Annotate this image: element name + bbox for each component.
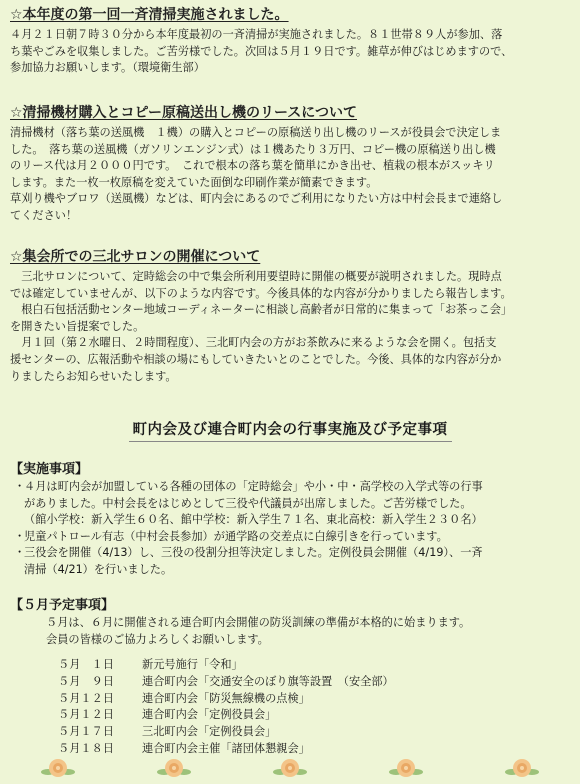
text-line: 根白石包括活動センター地域コーディネーターに相談し高齢者が日常的に集まって「お茶っこ会」 — [10, 303, 513, 317]
text-line: 清掃（4/21）を行いました。 — [24, 562, 173, 576]
events-heading-text: 町内会及び連合町内会の行事実施及び予定事項 — [129, 422, 452, 442]
event-text: 新元号施行「令和」 — [142, 658, 243, 671]
section-title: ☆本年度の第一回一斉清掃実施されました。 — [10, 7, 289, 23]
text-line: ち葉やごみを収集しました。ご苦労様でした。次回は５月１９日です。雑草が伸びはじめますので、 — [10, 44, 513, 58]
table-row — [58, 707, 394, 724]
rose-icon — [157, 757, 191, 779]
bullet: ・ — [14, 529, 26, 543]
table-row — [58, 691, 394, 708]
bullet: ・ — [14, 546, 26, 560]
event-text: 三北町内会「定例役員会」 — [142, 725, 277, 739]
text-line: 援センターの、広報活動や相談の場にもしていきたいとのことでした。今後、具体的な内容が分か — [10, 352, 502, 366]
rose-icon — [389, 757, 423, 779]
event-table — [58, 657, 394, 758]
list-item — [10, 545, 572, 578]
text-line: 会員の皆様のご協力よろしくお願いします。 — [46, 632, 269, 646]
table-row — [58, 724, 394, 741]
completed-heading: 【実施事項】 — [10, 462, 89, 477]
text-line: ５月は、６月に開催される連合町内会開催の防災訓練の準備が本格的に始まります。 — [46, 616, 471, 629]
event-date: ５月１２日 — [58, 708, 114, 722]
completed-items — [10, 458, 572, 579]
text-line: のリース代は月２０００円です。 これで根本の落ち葉を簡単にかき出せ、植栽の根本がスッキリ — [10, 159, 495, 173]
paragraph — [10, 27, 572, 77]
event-date: ５月 １日 — [58, 658, 114, 671]
rose-icon — [273, 757, 307, 779]
events-heading — [0, 418, 580, 439]
text-line: 草刈り機やブロワ（送風機）などは、町内会にあるのでご利用になりたい方は中村会長まで連絡し — [10, 192, 503, 206]
text-line: （館小学校：新入学生６０名、館中学校：新入学生７１名、東北高校：新入学生２３０名） — [24, 513, 483, 527]
rose-border — [0, 752, 580, 784]
text-line: します。また一枚一枚原稿を変えていた面倒な印刷作業が簡素できます。 — [10, 175, 378, 189]
section-cleanup — [10, 6, 572, 77]
text-line: 三北サロンについて、定時総会の中で集会所利用要望時に開催の概要が説明されました。現時点 — [10, 270, 502, 283]
paragraph — [10, 269, 572, 385]
may-schedule — [10, 594, 572, 648]
rose-icon — [505, 757, 539, 779]
text-line: ４月は町内会が加盟している各種の団体の「定時総会」や小・中・高学校の入学式等の行事 — [24, 480, 483, 493]
event-text: 連合町内会主催「諸団体懇親会」 — [142, 741, 310, 755]
event-text: 連合町内会「防災無線機の点検」 — [142, 691, 310, 705]
completed-list — [10, 479, 572, 579]
text-line: がありました。中村会長をはじめとして三役や代議員が出席しました。ご苦労様でした。 — [24, 496, 472, 510]
paragraph — [10, 615, 572, 648]
event-date: ５月１８日 — [58, 741, 114, 755]
section-equipment — [10, 104, 572, 225]
text-line: ４月２１日朝７時３０分から本年度最初の一斉清掃が実施されました。８１世帯８９人が参加、落 — [10, 28, 503, 41]
bullet: ・ — [14, 480, 26, 493]
event-text: 連合町内会「交通安全のぼり旗等設置 （安全部） — [142, 674, 394, 688]
section-salon — [10, 248, 572, 385]
list-item — [10, 479, 572, 529]
event-date: ５月１２日 — [58, 691, 114, 705]
text-line: 児童パトロール有志（中村会長参加）が通学路の交差点に白線引きを行っています。 — [24, 529, 448, 543]
event-text: 連合町内会「定例役員会」 — [142, 708, 277, 722]
text-line: りましたらお知らせいたします。 — [10, 369, 177, 383]
text-line: 清掃機材（落ち葉の送風機 １機）の購入とコピーの原稿送り出し機のリースが役員会で決定しま — [10, 126, 502, 139]
table-row — [58, 674, 394, 691]
table-row — [58, 657, 394, 674]
list-item — [10, 529, 572, 546]
may-heading: 【５月予定事項】 — [10, 598, 115, 613]
section-title: ☆集会所での三北サロンの開催について — [10, 249, 261, 265]
rose-icon — [41, 757, 75, 779]
text-line: した。 落ち葉の送風機（ガソリンエンジン式）は１機あたり３万円、コピー機の原稿送り出し機 — [10, 142, 496, 156]
text-line: 参加協力お願いします。（環境衛生部） — [10, 61, 205, 75]
section-title: ☆清掃機材購入とコピー原稿送出し機のリースについて — [10, 105, 358, 121]
text-line: では確定していませんが、以下のような内容です。今後具体的な内容が分かりましたら報告します。 — [10, 286, 512, 300]
event-date: ５月１７日 — [58, 725, 114, 739]
event-date: ５月 ９日 — [58, 674, 114, 688]
text-line: を開きたい旨提案でした。 — [10, 319, 145, 333]
text-line: てください！ — [10, 208, 78, 222]
paragraph — [10, 125, 572, 225]
text-line: 三役会を開催（4/13）し、三役の役割分担等決定しました。定例役員会開催（4/19）、一斉 — [24, 546, 483, 560]
text-line: 月１回（第２水曜日、２時間程度）、三北町内会の方がお茶飲みに来るような会を開く。包括支 — [10, 336, 497, 350]
